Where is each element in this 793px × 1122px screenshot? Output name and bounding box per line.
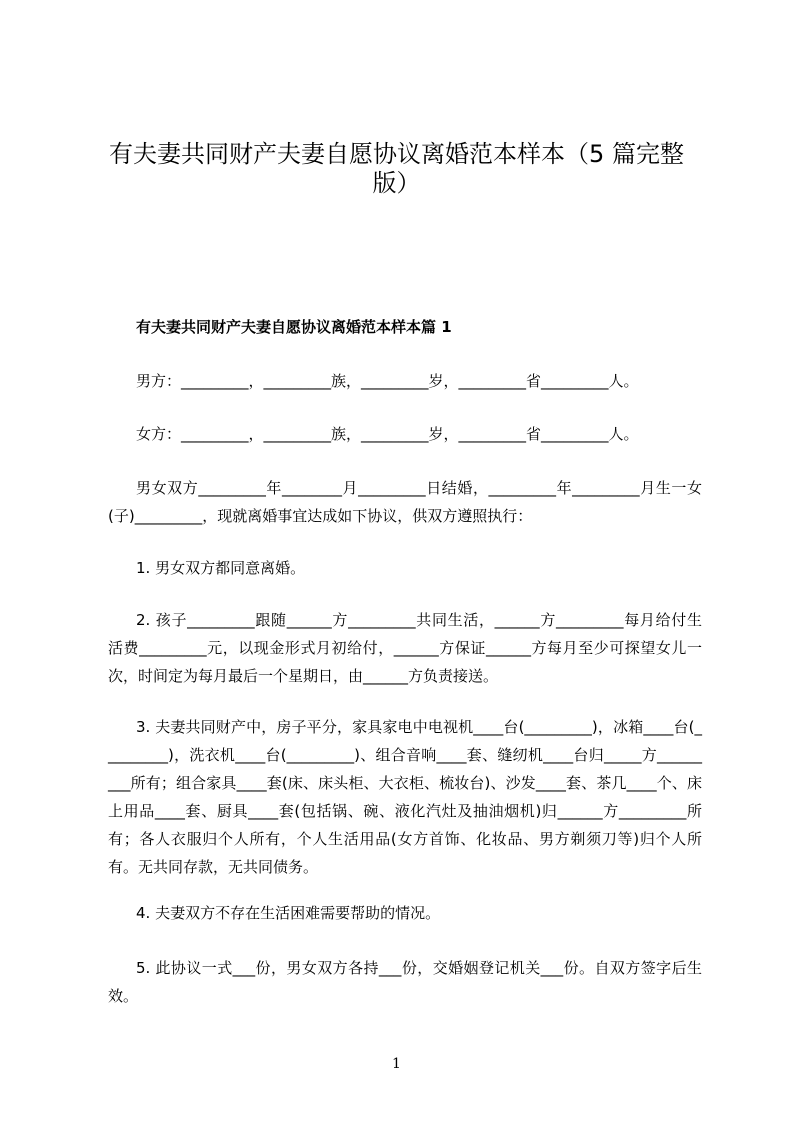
page-number: 1	[392, 1056, 401, 1072]
section-heading: 有夫妻共同财产夫妻自愿协议离婚范本样本篇 1	[136, 318, 452, 336]
clause-5-paragraph: 5. 此协议一式___份，男女双方各持___份，交婚姻登记机关___份。自双方签字后生效。	[108, 959, 702, 1005]
clause-2-paragraph: 2. 孩子_________跟随______方_________共同生活，______方_________每月给付生活费_________元，以现金形式月初给付，______方保证______方每月至少可探望女儿一次，时间定为每月最后一个星期日，由______方负责接送。	[108, 611, 702, 685]
male-party-line: 男方：_________，_________族，_________岁，_________省_________人。	[136, 372, 639, 390]
marriage-info-paragraph: 男女双方_________年________月_________日结婚，_________年_________月生一女(子)_________，现就离婚事宜达成如下协议，供双方遵照执行：	[108, 479, 702, 525]
female-party-line: 女方：_________，_________族，_________岁，_________省_________人。	[136, 425, 639, 443]
document-title: 有夫妻共同财产夫妻自愿协议离婚范本样本（5 篇完整版）	[109, 140, 684, 197]
clause-4-paragraph: 4. 夫妻双方不存在生活困难需要帮助的情况。	[136, 904, 441, 922]
clause-3-paragraph: 3. 夫妻共同财产中，房子平分，家具家电中电视机____台(_________)，冰箱____台(_________)，洗衣机____台(_________)、组合音响____套、缝纫机____台归_____方_________所有；组合家具____套(床、床头柜、大衣柜、梳妆台)、沙发____套、茶几____个、床上用品____套、厨具____套(包括锅、碗、液化汽灶及抽油烟机)归______方_________所有；各人衣服归个人所有，个人生活用品(女方首饰、化妆品、男方剃须刀等)归个人所有。无共同存款，无共同债务。	[108, 718, 702, 876]
clause-1-paragraph: 1. 男女双方都同意离婚。	[136, 559, 306, 577]
